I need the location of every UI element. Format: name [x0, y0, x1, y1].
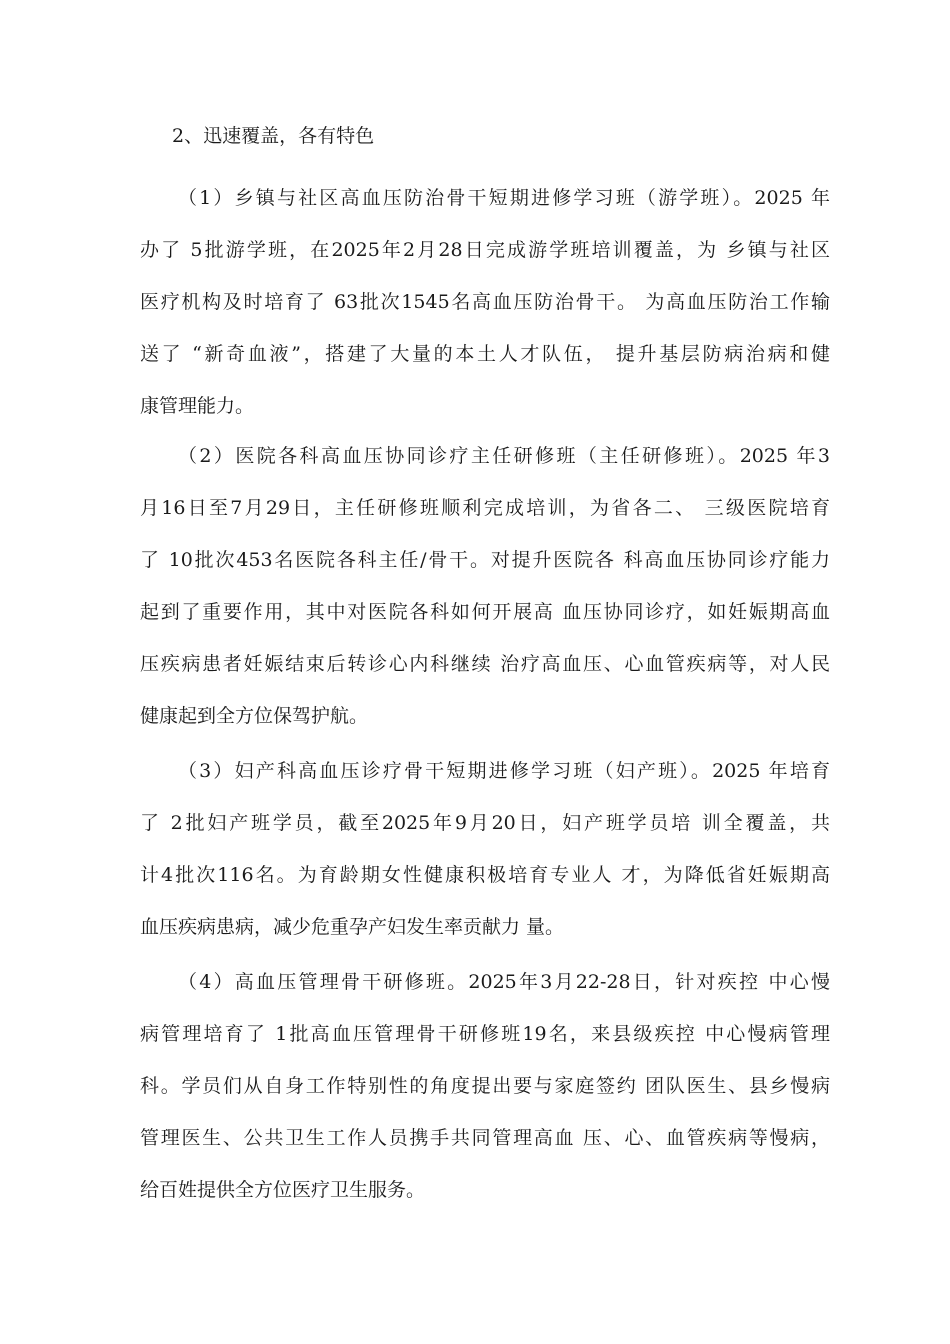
- paragraph-line: 了 10批次453名医院各科主任/骨干。对提升医院各 科高血压协同诊疗能力: [140, 549, 830, 571]
- paragraph-line: （1）乡镇与社区高血压防治骨干短期进修学习班（游学班）。2025 年: [178, 187, 830, 209]
- section-heading: 2、迅速覆盖，各有特色: [172, 125, 375, 147]
- paragraph-line: （2）医院各科高血压协同诊疗主任研修班（主任研修班）。2025 年3: [178, 445, 830, 467]
- paragraph-line: 健康起到全方位保驾护航。: [140, 705, 369, 727]
- paragraph-line: 办了 5批游学班，在2025年2月28日完成游学班培训覆盖，为 乡镇与社区: [140, 239, 830, 261]
- paragraph-obstetrics-class: [140, 755, 830, 963]
- paragraph-line: 病管理培育了 1批高血压管理骨干研修班19名，来县级疾控 中心慢病管理: [140, 1023, 830, 1045]
- paragraph-director-class: [140, 440, 830, 752]
- paragraph-line: 医疗机构及时培育了 63批次1545名高血压防治骨干。 为高血压防治工作输: [140, 291, 830, 313]
- paragraph-line: 压疾病患者妊娠结束后转诊心内科继续 治疗高血压、心血管疾病等，对人民: [140, 653, 830, 675]
- paragraph-line: （4）高血压管理骨干研修班。2025年3月22-28日，针对疾控 中心慢: [178, 971, 830, 993]
- paragraph-line: 给百姓提供全方位医疗卫生服务。: [140, 1179, 426, 1201]
- paragraph-youxue-class: [140, 182, 830, 442]
- paragraph-line: 管理医生、公共卫生工作人员携手共同管理高血 压、心、血管疾病等慢病，: [140, 1127, 830, 1149]
- paragraph-line: 月16日至7月29日，主任研修班顺利完成培训，为省各二、 三级医院培育: [140, 497, 830, 519]
- paragraph-management-class: [140, 966, 830, 1226]
- paragraph-line: （3）妇产科高血压诊疗骨干短期进修学习班（妇产班）。2025 年培育: [178, 760, 830, 782]
- paragraph-line: 科。学员们从自身工作特别性的角度提出要与家庭签约 团队医生、县乡慢病: [140, 1075, 830, 1097]
- paragraph-line: 了 2批妇产班学员，截至2025年9月20日，妇产班学员培 训全覆盖，共: [140, 812, 830, 834]
- paragraph-line: 起到了重要作用，其中对医院各科如何开展高 血压协同诊疗，如妊娠期高血: [140, 601, 830, 623]
- paragraph-line: 送了 “新奇血液”，搭建了大量的本土人才队伍， 提升基层防病治病和健: [140, 343, 830, 365]
- paragraph-line: 计4批次116名。为育龄期女性健康积极培育专业人 才，为降低省妊娠期高: [140, 864, 830, 886]
- paragraph-line: 康管理能力。: [140, 395, 255, 417]
- paragraph-line: 血压疾病患病，减少危重孕产妇发生率贡献力 量。: [140, 916, 565, 938]
